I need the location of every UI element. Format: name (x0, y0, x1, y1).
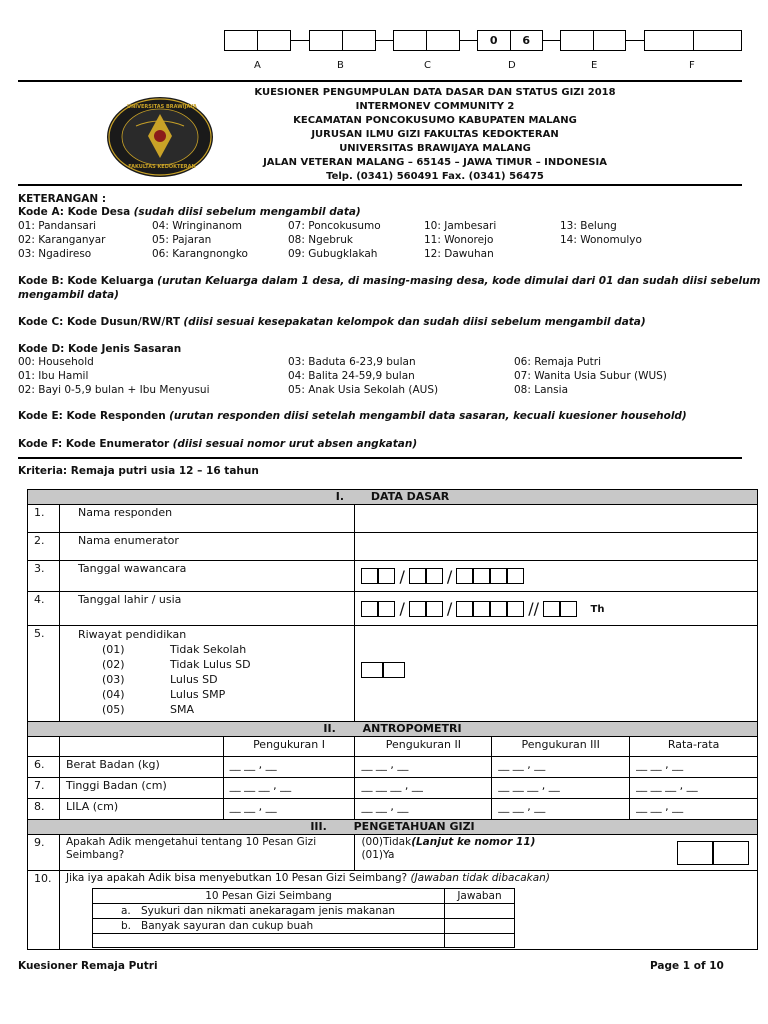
keterangan-title: KETERANGAN : (18, 193, 107, 205)
divider (18, 184, 742, 186)
row-number: 2. (28, 533, 60, 561)
kode-a-label: Kode A: Kode Desa (18, 206, 131, 218)
kode-d-label: Kode D: Kode Jenis Sasaran (18, 343, 182, 355)
sasaran-cell: 02: Bayi 0-5,9 bulan + Ibu Menyusui (18, 384, 210, 396)
code-label-c: C (424, 60, 431, 71)
section-1-header: I. DATA DASAR (28, 490, 758, 505)
questionnaire-table (27, 489, 758, 950)
question-label: Apakah Adik mengetahui tentang 10 Pesan Gizi Seimbang? (59, 835, 354, 871)
jawaban-cell[interactable] (444, 919, 514, 934)
header-line: UNIVERSITAS BRAWIJAYA MALANG (339, 143, 531, 154)
code-cell[interactable]: 0 (478, 31, 511, 50)
item-letter: b. (120, 920, 131, 932)
row-number: 8. (28, 799, 60, 820)
code-cell[interactable] (225, 31, 258, 50)
kriteria: Kriteria: Remaja putri usia 12 – 16 tahun (18, 465, 259, 477)
option-text: Tidak Lulus SD (169, 658, 251, 671)
measure-input[interactable]: __ __ , __ (492, 757, 630, 778)
header-line: Telp. (0341) 560491 Fax. (0341) 56475 (326, 171, 544, 182)
tanggal-lahir-input[interactable]: / / // Th (355, 592, 758, 626)
desa-cell: 02: Karanganyar (18, 234, 106, 246)
question-label: Nama responden (59, 505, 354, 533)
code-box-f[interactable] (644, 30, 742, 51)
measure-label: Berat Badan (kg) (59, 757, 223, 778)
sasaran-cell: 08: Lansia (514, 384, 568, 396)
form-header (230, 86, 640, 184)
kode-c-note: (diisi sesuai kesepakatan kelompok dan sudah diisi sebelum mengambil data) (183, 316, 646, 328)
desa-cell: 07: Poncokusumo (288, 220, 381, 232)
sasaran-cell: 04: Balita 24-59,9 bulan (288, 370, 415, 382)
measure-label: Tinggi Badan (cm) (59, 778, 223, 799)
kode-e-note: (urutan responden diisi setelah mengambil data sasaran, kecuali kuesioner household) (169, 410, 687, 422)
divider (18, 457, 742, 459)
row-number: 5. (28, 626, 60, 722)
row-number: 9. (28, 835, 60, 871)
kode-f-label: Kode F: Kode Enumerator (18, 438, 170, 450)
desa-cell: 09: Gubugklakah (288, 248, 378, 260)
row-number: 4. (28, 592, 60, 626)
measure-input[interactable]: __ __ , __ (223, 799, 355, 820)
sasaran-cell: 06: Remaja Putri (514, 356, 602, 368)
measure-input[interactable]: __ __ , __ (492, 799, 630, 820)
desa-cell: 13: Belung (560, 220, 617, 232)
option-code: (03) (101, 673, 125, 686)
row-number: 10. (28, 871, 60, 950)
code-cell[interactable] (343, 31, 375, 50)
sasaran-cell: 00: Household (18, 356, 94, 368)
nama-responden-input[interactable] (355, 505, 758, 533)
option-code: (05) (101, 703, 125, 716)
header-line: JURUSAN ILMU GIZI FAKULTAS KEDOKTERAN (311, 129, 559, 140)
pendidikan-answer-box[interactable] (355, 626, 758, 722)
column-header: 10 Pesan Gizi Seimbang (92, 889, 444, 904)
header-line: INTERMONEV COMMUNITY 2 (355, 101, 515, 112)
kode-f-note: (diisi sesuai nomor urut absen angkatan) (172, 438, 418, 450)
header-line: KUESIONER PENGUMPULAN DATA DASAR DAN STATUS GIZI 2018 (254, 87, 616, 98)
measure-input[interactable]: __ __ , __ (355, 799, 492, 820)
option-ya[interactable]: (01)Ya (361, 849, 395, 861)
measure-input[interactable]: __ __ , __ (630, 757, 758, 778)
measure-input[interactable]: __ __ __ , __ (223, 778, 355, 799)
row-number: 1. (28, 505, 60, 533)
header-line: JALAN VETERAN MALANG – 65145 – JAWA TIMUR – INDONESIA (263, 157, 607, 168)
kode-b-label: Kode B: Kode Keluarga (18, 275, 154, 287)
footer-title: Kuesioner Remaja Putri (18, 960, 158, 972)
question-note: (Jawaban tidak dibacakan) (410, 872, 550, 884)
desa-cell: 11: Wonorejo (424, 234, 494, 246)
code-cell[interactable] (427, 31, 459, 50)
desa-cell: 10: Jambesari (424, 220, 497, 232)
code-box-d[interactable] (477, 30, 543, 51)
header-line: KECAMATAN PONCOKUSUMO KABUPATEN MALANG (293, 115, 577, 126)
code-label-d: D (508, 60, 516, 71)
code-cell[interactable] (645, 31, 694, 50)
row-number: 7. (28, 778, 60, 799)
measure-label: LILA (cm) (59, 799, 223, 820)
sasaran-cell: 07: Wanita Usia Subur (WUS) (514, 370, 667, 382)
code-label-f: F (689, 60, 695, 71)
code-cell[interactable] (394, 31, 427, 50)
code-cell[interactable] (694, 31, 742, 50)
page-number: Page 1 of 10 (650, 960, 724, 972)
section-3-header: III. PENGETAHUAN GIZI (28, 820, 758, 835)
question-label: Jika iya apakah Adik bisa menyebutkan 10 Pesan Gizi Seimbang? (65, 872, 408, 884)
row-number: 6. (28, 757, 60, 778)
code-label-e: E (591, 60, 598, 71)
option-text: Tidak Sekolah (169, 643, 247, 656)
option-code: (04) (101, 688, 125, 701)
option-text: Lulus SMP (169, 688, 226, 701)
measure-input[interactable]: __ __ , __ (630, 799, 758, 820)
option-text: Lulus SD (169, 673, 218, 686)
sasaran-cell: 05: Anak Usia Sekolah (AUS) (288, 384, 439, 396)
code-cell[interactable] (594, 31, 626, 50)
kode-c-label: Kode C: Kode Dusun/RW/RT (18, 316, 180, 328)
question-label: Riwayat pendidikan (77, 628, 187, 641)
option-text: SMA (169, 703, 194, 716)
code-box-e[interactable] (560, 30, 626, 51)
kode-b-note-cont: mengambil data) (18, 289, 119, 301)
divider (18, 80, 742, 82)
code-label-b: B (337, 60, 344, 71)
unit-label: Th (590, 603, 605, 615)
kode-b-note: (urutan Keluarga dalam 1 desa, di masing-masing desa, kode dimulai dari 01 dan sudah diisi sebelum (157, 275, 761, 287)
item-text: Banyak sayuran dan cukup buah (140, 920, 314, 932)
jawaban-cell[interactable] (444, 934, 514, 948)
question-label: Nama enumerator (59, 533, 354, 561)
code-label-a: A (254, 60, 261, 71)
option-code: (01) (101, 643, 125, 656)
jawaban-cell[interactable] (444, 904, 514, 919)
desa-cell: 01: Pandansari (18, 220, 97, 232)
measure-input[interactable]: __ __ __ , __ (355, 778, 492, 799)
question-label: Tanggal wawancara (59, 561, 354, 592)
option-tidak[interactable]: (00)Tidak (361, 836, 412, 848)
desa-cell: 08: Ngebruk (288, 234, 353, 246)
row-number: 3. (28, 561, 60, 592)
desa-cell: 14: Wonomulyo (560, 234, 642, 246)
skip-note: (Lanjut ke nomor 11) (411, 836, 536, 848)
desa-cell: 06: Karangnongko (152, 248, 248, 260)
column-header: Pengukuran I (223, 737, 355, 757)
measure-input[interactable]: __ __ __ , __ (630, 778, 758, 799)
sasaran-cell: 01: Ibu Hamil (18, 370, 89, 382)
desa-cell: 12: Dawuhan (424, 248, 494, 260)
desa-cell: 03: Ngadireso (18, 248, 92, 260)
item-letter: a. (120, 905, 131, 917)
code-cell[interactable] (258, 31, 290, 50)
tanggal-wawancara-input[interactable]: / / (355, 561, 758, 592)
code-cell[interactable] (561, 31, 594, 50)
q9-answer-box[interactable] (677, 841, 749, 865)
measure-input[interactable]: __ __ , __ (355, 757, 492, 778)
code-box-b[interactable] (309, 30, 376, 51)
nama-enumerator-input[interactable] (355, 533, 758, 561)
question-label: Tanggal lahir / usia (59, 592, 354, 626)
option-code: (02) (101, 658, 125, 671)
logo-text-bottom: FAKULTAS KEDOKTERAN (128, 164, 196, 170)
column-header: Jawaban (444, 889, 514, 904)
section-2-header: II. ANTROPOMETRI (28, 722, 758, 737)
code-box-c[interactable] (393, 30, 460, 51)
code-box-a[interactable] (224, 30, 291, 51)
desa-cell: 04: Wringinanom (152, 220, 243, 232)
logo-text-top: UNIVERSITAS BRAWIJAYA (127, 104, 197, 110)
measure-input[interactable]: __ __ , __ (223, 757, 355, 778)
column-header: Pengukuran II (355, 737, 492, 757)
item-text: Syukuri dan nikmati anekaragam jenis makanan (140, 905, 396, 917)
kode-a-note: (sudah diisi sebelum mengambil data) (133, 206, 361, 218)
sasaran-cell: 03: Baduta 6-23,9 bulan (288, 356, 416, 368)
column-header: Pengukuran III (492, 737, 630, 757)
column-header: Rata-rata (630, 737, 758, 757)
kode-e-label: Kode E: Kode Responden (18, 410, 166, 422)
measure-input[interactable]: __ __ __ , __ (492, 778, 630, 799)
pesan-gizi-table (92, 888, 515, 948)
code-cell[interactable]: 6 (522, 34, 531, 47)
code-cell[interactable] (310, 31, 343, 50)
desa-cell: 05: Pajaran (152, 234, 212, 246)
